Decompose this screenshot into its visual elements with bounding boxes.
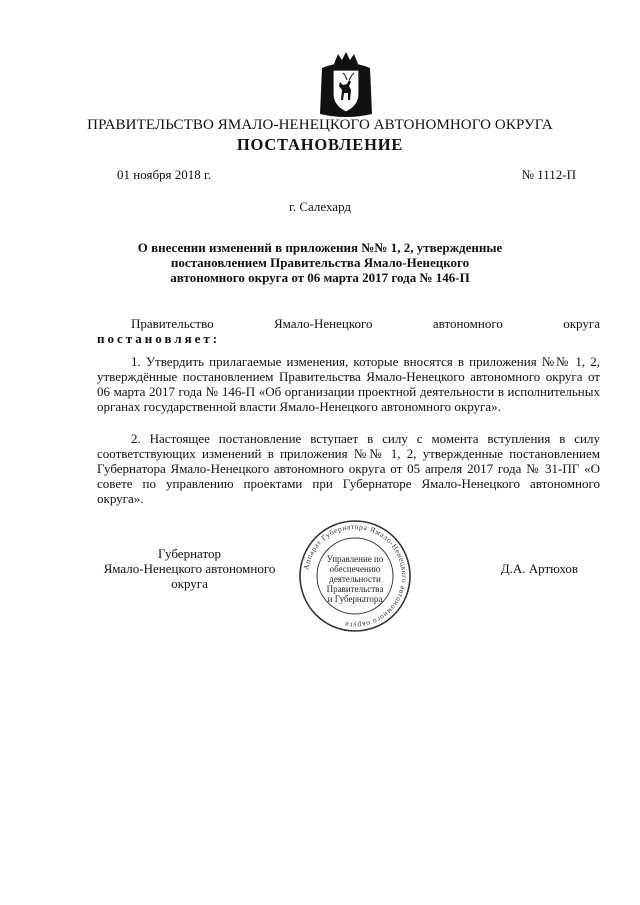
stamp-line: деятельности: [329, 574, 381, 584]
paragraph-2: 2. Настоящее постановление вступает в силу с момента вступления в силу соответствующих изменений в приложения №№ 1, 2, утвержденные постановлением Губернатора Ямало-Ненецкого автономного округа от 05 апреля 2017 года № 31-ПГ «О совете по управлению проектами при Губернаторе Ямало-Ненецкого автономного округа».: [97, 431, 600, 506]
stamp-line: Управление по: [326, 554, 384, 564]
paragraph-1: 1. Утвердить прилагаемые изменения, которые вносятся в приложения №№ 1, 2, утверждённые постановлением Правительства Ямало-Ненецкого автономного округа от 06 марта 2017 года № 146-П «Об организации проектной деятельности в исполнительных органах государственной власти Ямало-Ненецкого автономного округа».: [97, 354, 600, 414]
stamp-line: и Губернатора: [327, 594, 383, 604]
signatory-name: Д.А. Артюхов: [500, 561, 578, 576]
document-city: г. Салехард: [288, 199, 352, 214]
government-name: ПРАВИТЕЛЬСТВО ЯМАЛО-НЕНЕЦКОГО АВТОНОМНОГО ОКРУГА: [87, 117, 553, 133]
stamp-text: [318, 554, 392, 604]
coat-of-arms-icon: [316, 50, 376, 120]
stamp-ring-text: Аппарат Губернатора Ямало-Ненецкого автономного округа: [301, 521, 410, 631]
document-type: ПОСТАНОВЛЕНИЕ: [236, 135, 404, 154]
signatory-title-line: Губернатор: [158, 546, 221, 561]
document-number: № 1112-П: [521, 167, 576, 182]
document-title: [120, 240, 520, 285]
title-line: автономного округа от 06 марта 2017 года № 146-П: [170, 270, 470, 285]
document-date: 01 ноября 2018 г.: [117, 167, 212, 182]
signatory-title: [97, 546, 282, 591]
preamble-word: Ямало-Ненецкого: [273, 316, 373, 331]
stamp-line: Правительства: [326, 584, 384, 594]
stamp-line: обеспечению: [329, 564, 381, 574]
preamble-word: автономного: [432, 316, 503, 331]
preamble-word: Правительство: [131, 316, 214, 331]
preamble-word: округа: [563, 316, 600, 331]
title-line: О внесении изменений в приложения №№ 1, 2, утвержденные: [137, 240, 503, 255]
preamble-decides: постановляет:: [97, 331, 221, 346]
signatory-title-line: Ямало-Ненецкого автономного округа: [103, 561, 276, 591]
preamble: [97, 316, 600, 346]
title-line: постановлением Правительства Ямало-Ненецкого: [170, 255, 470, 270]
